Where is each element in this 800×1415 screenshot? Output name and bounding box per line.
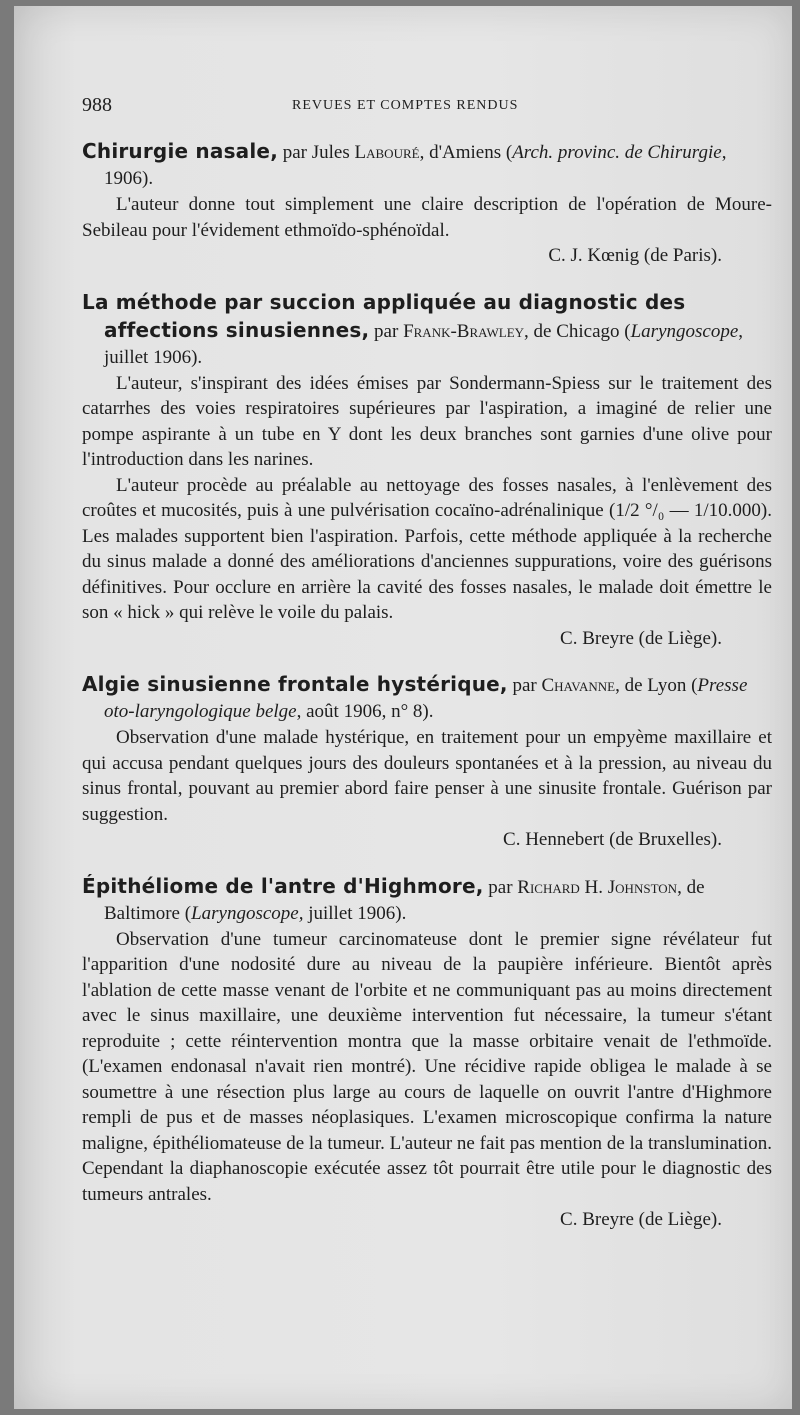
review-entry [82,289,772,652]
entry-title: Algie sinusienne frontale hystérique, [82,672,508,696]
page-content [82,94,772,1253]
review-entry [82,873,772,1233]
entry-paragraph: L'auteur procède au préalable au nettoyage des fosses nasales, à l'enlèvement des croûtes et mucosités, puis à une pulvérisation cocaïno-adrénalinique (1/2 °/₀ — 1/10.000). Les malades supportent bien l'aspiration. Parfois, cette méthode appliquée à la recherche du sinus malade a donné des améliorations d'anciennes suppurations, voire des guérisons définitives. Pour occlure en arrière la cavité des fosses nasales, le malade doit émettre le son « hick » qui relève le voile du palais. [82,474,772,623]
entry-paragraph: Observation d'une malade hystérique, en traitement pour un empyème maxillaire et qui accusa pendant quelques jours des douleurs spontanées et à la pression, au niveau du sinus frontal, pouvant au premier abord faire penser à une sinusite frontale. Guérison par suggestion. [82,727,772,825]
author-name: Chavanne [541,675,616,696]
source-suffix: juillet 1906). [303,902,407,924]
entry-heading [82,873,772,927]
entry-paragraph: Observation d'une tumeur carcinomateuse dont le premier signe révélateur fut l'apparition d'une nodosité dure au niveau de la paupière inférieure. Bientôt après l'ablation de cette masse venant de l'orbite et ne communiquant pas au moins directement avec le sinus maxillaire, une deuxième intervention fut nécessaire, la tumeur s'étant reproduite ; cette réintervention montra que la masse orbitaire venait de l'ethmoïde. (L'examen endonasal n'avait rien montré). Une récidive rapide obligea le malade à se soumettre à une résection plus large au cours de laquelle on ouvrit l'antre d'Highmore rempli de pus et de masses néoplasiques. L'examen microscopique confirma la nature maligne, épithéliomateuse de la tumeur. L'auteur ne fait pas mention de la translumination. Cependant la diaphanoscopie exécutée assez tôt pourrait être utile pour le diagnostic des tumeurs antrales. [82,928,772,1205]
entry-paragraph: L'auteur donne tout simplement une claire description de l'opération de Moure-Sebileau pour l'évidement ethmoïdo-sphénoïdal. [82,194,772,241]
entry-heading [82,289,772,371]
source-journal: Presse oto-laryngologique belge [104,675,748,722]
reviewer-signature: C. Breyre (de Liège). [560,627,722,649]
source-journal: Arch. provinc. de Chirurgie [512,142,722,163]
author-suffix: , de Chicago ( [524,320,631,342]
review-entry [82,671,772,853]
entry-heading [82,138,772,192]
source-journal: Laryngoscope, [191,902,304,924]
running-title: REVUES ET COMPTES RENDUS [292,98,519,113]
author-prefix: par [507,675,542,696]
author-suffix: , d'Amiens ( [419,142,513,163]
review-entry [82,138,772,269]
author-name: Labouré [354,142,420,163]
source-journal: Laryngoscope [630,320,739,342]
source-suffix: , juillet 1906). [104,320,744,368]
reviewer-signature: C. J. Kœnig (de Paris). [548,245,722,266]
entry-title: Chirurgie nasale, [82,139,278,163]
entry-paragraph: L'auteur, s'inspirant des idées émises par Sondermann-Spiess sur le traitement des catarrhes des voies respiratoires supérieures par l'aspiration, a imaginé de relier une pompe aspirante à un tube en Y dont les deux branches sont garnies d'une olive pour l'introduction dans les narines. [82,372,772,470]
source-suffix: , 1906). [104,142,727,189]
entry-title: La méthode par succion appliquée au diagnostic des affections sinusiennes, [82,289,686,342]
reviewer-signature: C. Breyre (de Liège). [560,1209,722,1230]
author-prefix: par [483,876,518,898]
book-page [14,6,792,1409]
source-suffix: , août 1906, n° 8). [296,701,434,722]
author-suffix: , de Baltimore ( [104,876,705,924]
author-name: Richard H. Johnston [517,876,678,898]
reviewer-signature: C. Hennebert (de Bruxelles). [503,829,722,850]
author-prefix: par [369,320,404,342]
author-name: Frank-Brawley [403,320,525,342]
running-header [82,94,772,124]
author-suffix: , de Lyon ( [615,675,698,696]
page-number: 988 [82,94,112,116]
author-prefix: par Jules [278,142,355,163]
entry-title: Épithéliome de l'antre d'Highmore, [82,873,484,898]
entry-heading [82,671,772,725]
